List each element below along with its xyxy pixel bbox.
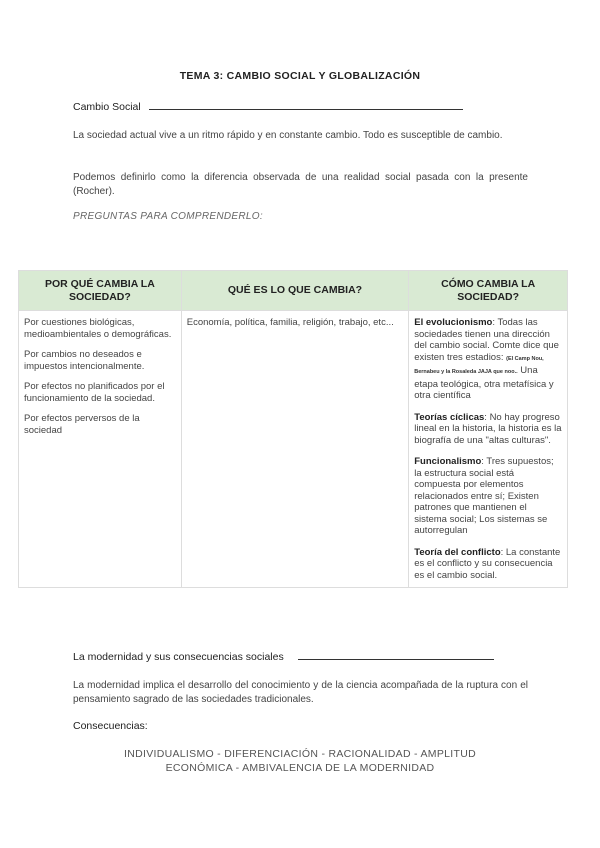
ciclicas-title: Teorías cíclicas — [414, 411, 485, 423]
funcionalismo-text: : Tres supuestos; la estructura social está compuesta por elementos relacionados entre sí; Existen patrones que mantienen el sistema social; Los sistemas se autorregulan — [414, 456, 554, 536]
why-item: Por efectos perversos de la sociedad — [24, 413, 140, 436]
consecuencias-label: Consecuencias: — [73, 720, 148, 732]
heading-underline — [149, 108, 463, 110]
what-text: Economía, política, familia, religión, trabajo, etc... — [186, 317, 394, 328]
header-how: CÓMO CAMBIA LA SOCIEDAD? — [409, 271, 568, 311]
why-cell — [19, 311, 182, 588]
modernidad-paragraph: La modernidad implica el desarrollo del conocimiento y de la ciencia acompañada de la ruptura con el pensamiento sagrado de las sociedades tradicionales. — [73, 680, 528, 705]
evolucionismo-text: : Todas las sociedades tienen una dirección del cambio social. Comte dice que existen tres estadios: — [414, 317, 559, 363]
table-row — [19, 311, 568, 588]
header-what: QUÉ ES LO QUE CAMBIA? — [181, 271, 408, 311]
heading-underline — [298, 658, 494, 660]
why-item: Por cuestiones biológicas, medioambientales o demográficas. — [24, 317, 172, 340]
cambio-social-heading-text: Cambio Social — [73, 101, 141, 113]
intro-paragraph: La sociedad actual vive a un ritmo rápido y en constante cambio. Todo es susceptible de cambio. — [73, 130, 503, 141]
funcionalismo-item — [414, 456, 562, 537]
conflicto-text: : La constante es el conflicto y su consecuencia es el cambio social. — [414, 546, 561, 581]
evolucionismo-text-2: Una etapa teológica, otra metafísica y otra científica — [414, 365, 554, 401]
funcionalismo-title: Funcionalismo — [414, 456, 482, 467]
modernidad-heading — [73, 651, 494, 663]
questions-label: PREGUNTAS PARA COMPRENDERLO: — [73, 211, 263, 222]
definition-paragraph: Podemos definirlo como la diferencia observada de una realidad social pasada con la presente (Rocher). — [73, 172, 528, 197]
evolucionismo-item — [414, 317, 562, 402]
table-header-row — [19, 271, 568, 311]
evolucionismo-title: El evolucionismo — [414, 317, 493, 328]
cambio-social-heading — [73, 101, 463, 113]
why-item: Por efectos no planificados por el funcionamiento de la sociedad. — [24, 381, 165, 404]
page-title: TEMA 3: CAMBIO SOCIAL Y GLOBALIZACIÓN — [179, 70, 421, 82]
what-cell — [181, 311, 408, 588]
ciclicas-item — [414, 412, 562, 447]
header-why: POR QUÉ CAMBIA LA SOCIEDAD? — [19, 271, 182, 311]
why-item: Por cambios no deseados e impuestos intencionalmente. — [24, 349, 145, 372]
ciclicas-text: : No hay progreso lineal en la historia, la historia es la biografía de una "altas culturas". — [414, 411, 562, 446]
modernidad-heading-text: La modernidad y sus consecuencias sociales — [73, 651, 284, 663]
evolucionismo-note: (El Camp Nou, Bernabeu y la Rosaleda JAJA que noo.. — [414, 355, 544, 375]
conflicto-title: Teoría del conflicto — [414, 546, 501, 558]
consecuencias-list: INDIVIDUALISMO - DIFERENCIACIÓN - RACIONALIDAD - AMPLITUD ECONÓMICA - AMBIVALENCIA DE LA MODERNIDAD — [124, 748, 476, 774]
how-cell — [409, 311, 568, 588]
questions-table — [18, 270, 568, 588]
conflicto-item — [414, 547, 562, 582]
